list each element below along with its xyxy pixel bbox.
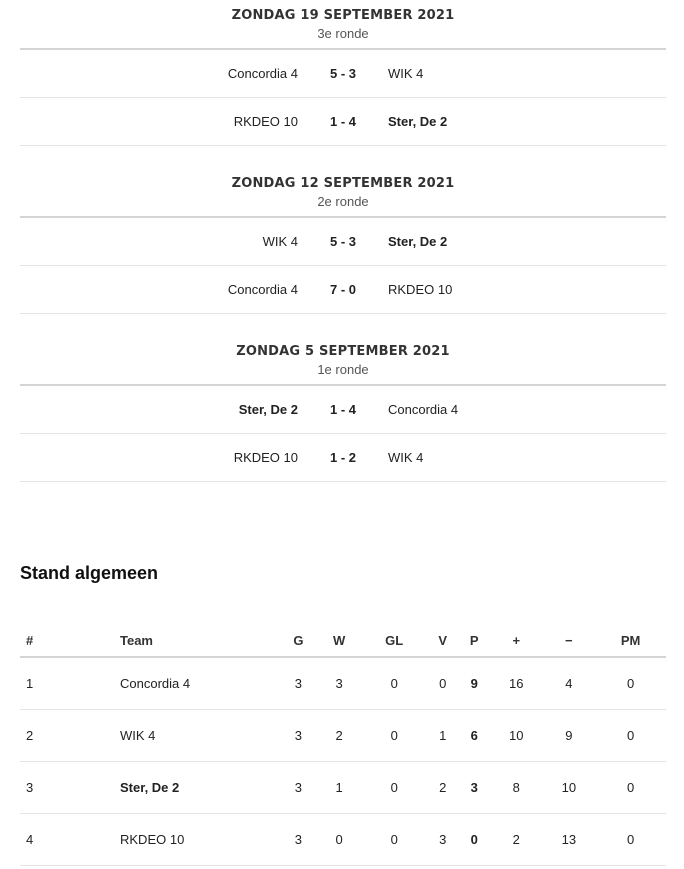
lost-cell: 3 [427,814,459,866]
home-team: Ster, De 2 [238,402,298,417]
won-cell: 0 [317,814,362,866]
table-row[interactable] [20,762,666,814]
points-cell: 6 [459,710,491,762]
away-team: WIK 4 [388,66,424,81]
goals-for-cell: 8 [490,762,543,814]
round-header [20,0,666,50]
col-won: W [317,624,362,657]
points-cell: 0 [459,814,491,866]
rank-cell: 3 [20,762,120,814]
round-date: ZONDAG 12 SEPTEMBER 2021 [231,176,455,191]
team-cell: WIK 4 [120,710,280,762]
won-cell: 3 [317,657,362,710]
points-cell: 9 [459,657,491,710]
lost-cell: 1 [427,710,459,762]
col-rank: # [20,624,120,657]
rank-cell: 1 [20,657,120,710]
played-cell: 3 [280,762,317,814]
drawn-cell: 0 [361,657,427,710]
round-block [20,168,666,314]
match-score: 1 - 4 [329,402,356,417]
goals-against-cell: 4 [543,657,596,710]
round-date: ZONDAG 19 SEPTEMBER 2021 [231,8,455,23]
match-score: 5 - 3 [329,234,356,249]
team-cell: RKDEO 10 [120,814,280,866]
match-score: 1 - 2 [329,450,356,465]
lost-cell: 2 [427,762,459,814]
match-row[interactable] [20,266,666,314]
penalty-points-cell: 0 [595,814,666,866]
points-cell: 3 [459,762,491,814]
match-row[interactable] [20,98,666,146]
match-row[interactable] [20,218,666,266]
won-cell: 1 [317,762,362,814]
col-team: Team [120,624,280,657]
goals-against-cell: 10 [543,762,596,814]
round-date: ZONDAG 5 SEPTEMBER 2021 [236,344,450,359]
match-score: 5 - 3 [329,66,356,81]
away-team: RKDEO 10 [388,282,453,297]
played-cell: 3 [280,710,317,762]
goals-for-cell: 2 [490,814,543,866]
round-label: 2e ronde [317,194,369,209]
standings-table [20,624,666,866]
standings-title: Stand algemeen [20,563,159,583]
drawn-cell: 0 [361,762,427,814]
round-label: 3e ronde [317,26,369,41]
round-label: 1e ronde [317,362,369,377]
team-cell: Ster, De 2 [120,762,280,814]
round-block [20,336,666,482]
col-points: P [459,624,491,657]
home-team: RKDEO 10 [233,114,298,129]
match-row[interactable] [20,50,666,98]
col-drawn: GL [361,624,427,657]
drawn-cell: 0 [361,814,427,866]
away-team: Ster, De 2 [388,114,448,129]
round-header [20,336,666,386]
team-cell: Concordia 4 [120,657,280,710]
match-row[interactable] [20,386,666,434]
drawn-cell: 0 [361,710,427,762]
rank-cell: 4 [20,814,120,866]
col-lost: V [427,624,459,657]
away-team: WIK 4 [388,450,424,465]
table-row[interactable] [20,657,666,710]
goals-against-cell: 9 [543,710,596,762]
table-row[interactable] [20,710,666,762]
played-cell: 3 [280,814,317,866]
goals-against-cell: 13 [543,814,596,866]
away-team: Concordia 4 [388,402,459,417]
played-cell: 3 [280,657,317,710]
penalty-points-cell: 0 [595,710,666,762]
lost-cell: 0 [427,657,459,710]
goals-for-cell: 16 [490,657,543,710]
away-team: Ster, De 2 [388,234,448,249]
won-cell: 2 [317,710,362,762]
table-row[interactable] [20,814,666,866]
col-penalty-points: PM [595,624,666,657]
standings-header-row [20,624,666,657]
rank-cell: 2 [20,710,120,762]
round-block [20,0,666,146]
match-score: 7 - 0 [329,282,356,297]
home-team: Concordia 4 [227,66,298,81]
goals-for-cell: 10 [490,710,543,762]
home-team: RKDEO 10 [233,450,298,465]
home-team: Concordia 4 [227,282,298,297]
home-team: WIK 4 [262,234,298,249]
penalty-points-cell: 0 [595,657,666,710]
penalty-points-cell: 0 [595,762,666,814]
col-played: G [280,624,317,657]
round-header [20,168,666,218]
match-score: 1 - 4 [329,114,356,129]
match-row[interactable] [20,434,666,482]
col-goals-for: + [490,624,543,657]
col-goals-against: − [543,624,596,657]
